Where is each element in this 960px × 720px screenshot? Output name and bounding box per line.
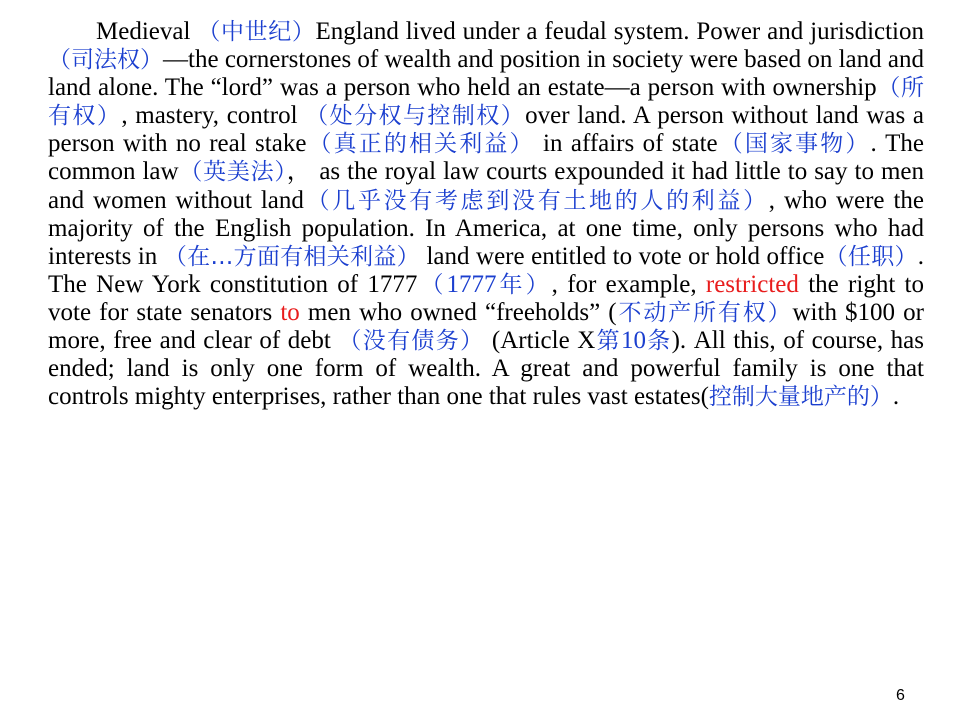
passage-segment: . xyxy=(892,383,900,411)
chinese-gloss: 条 xyxy=(645,328,672,355)
passage-segment: (Article X xyxy=(484,327,596,355)
passage-segment: Medieval xyxy=(96,18,198,45)
passage-segment: with $100 or more, free and clear of debt xyxy=(48,298,924,355)
gloss-number: 10 xyxy=(620,327,646,355)
passage-segment: land were entitled to vote or hold office xyxy=(419,242,825,270)
chinese-gloss: （真正的相关利益） xyxy=(306,131,535,158)
passage-segment: , who were the majority of the English population. In America, at one time, only persons who had interests in xyxy=(48,186,924,270)
chinese-gloss: （任职） xyxy=(824,243,918,270)
chinese-gloss: 控制大量地产的） xyxy=(708,384,893,411)
passage-segment: . The New York constitution of 1777 xyxy=(48,242,925,298)
chinese-gloss: 年） xyxy=(496,271,552,298)
chinese-gloss: 第 xyxy=(595,328,621,355)
chinese-gloss: （英美法） xyxy=(178,159,287,186)
passage-segment: , for example, xyxy=(551,270,706,298)
chinese-gloss: （中世纪） xyxy=(197,19,316,45)
chinese-gloss: （司法权） xyxy=(48,47,164,74)
passage-segment: ， as the royal law courts expounded it had little to say to men and women without land xyxy=(48,158,925,214)
chinese-gloss: （国家事物） xyxy=(717,131,871,158)
passage-segment: men who owned “freeholds” ( xyxy=(299,298,617,326)
chinese-gloss: （几乎没有考虑到没有土地的人的利益） xyxy=(303,187,769,214)
passage-segment: England lived under a feudal system. Power and jurisdiction xyxy=(315,18,924,45)
passage-segment: in affairs of state xyxy=(534,130,718,158)
passage-text xyxy=(48,18,924,411)
highlighted-word: restricted xyxy=(705,270,799,298)
chinese-gloss: （所有权） xyxy=(48,75,925,130)
passage-segment: over land. A person without land was a person with no real stake xyxy=(48,102,925,158)
chinese-gloss: （ xyxy=(417,271,447,298)
chinese-gloss: （没有债务） xyxy=(338,328,485,355)
passage-segment: ). All this, of course, has ended; land is only one form of wealth. A great and powerful family is one that controls mighty enterprises, rather than one that rules vast estates( xyxy=(48,327,925,411)
highlighted-word: to xyxy=(280,298,300,326)
passage-segment: the right to vote for state senators xyxy=(48,270,925,326)
passage-segment: —the cornerstones of wealth and position in society were based on land and land alone. The “lord” was a person who held an estate—a person with ownership xyxy=(48,46,924,102)
passage-segment: , mastery, control xyxy=(121,102,306,130)
passage-segment: . The common law xyxy=(48,130,924,186)
gloss-number: 1777 xyxy=(446,270,497,298)
chinese-gloss: 不动产所有权） xyxy=(616,299,793,326)
chinese-gloss: （在…方面有相关利益） xyxy=(163,243,420,270)
chinese-gloss: （处分权与控制权） xyxy=(305,103,526,130)
page-number: 6 xyxy=(896,687,905,704)
